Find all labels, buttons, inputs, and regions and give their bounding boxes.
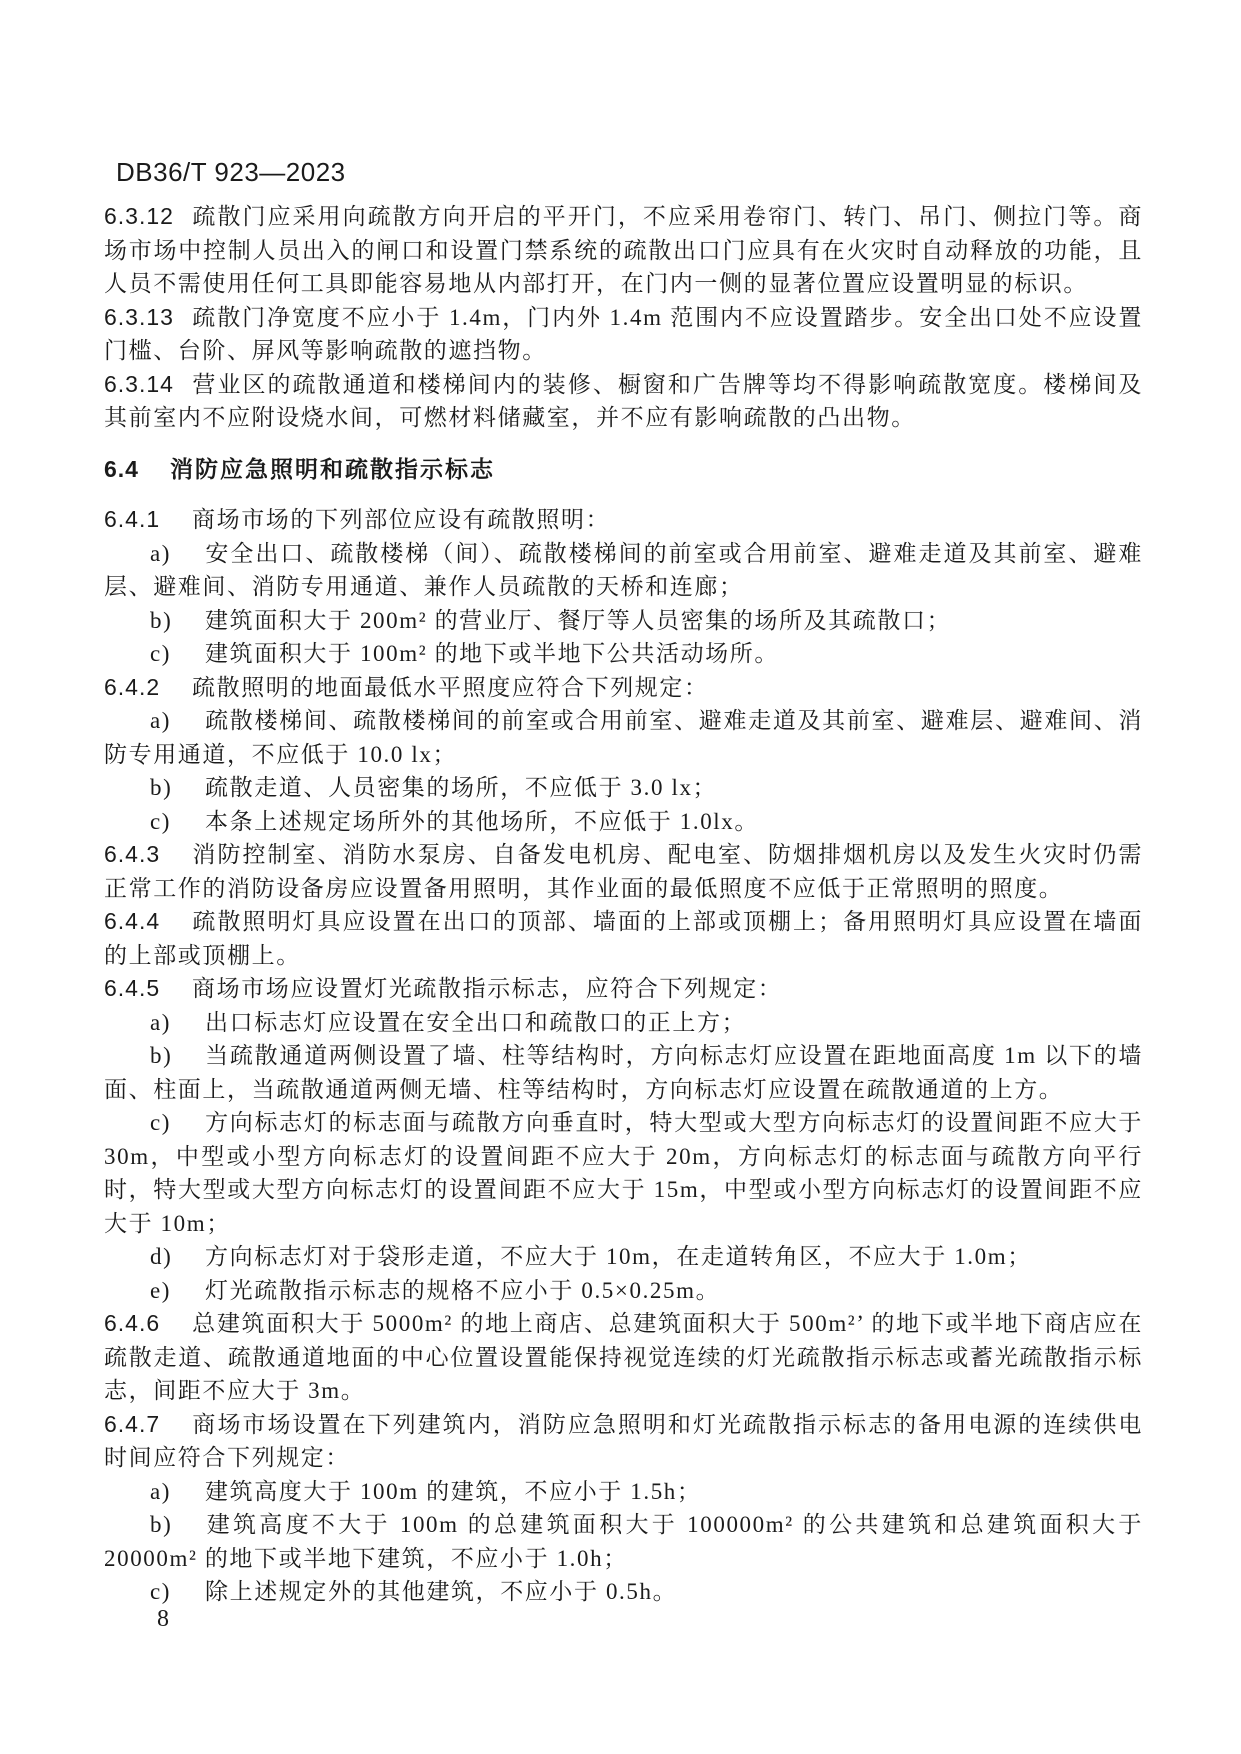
- clause-text: 疏散门应采用向疏散方向开启的平开门，不应采用卷帘门、转门、吊门、侧拉门等。商场市场中控制人员出入的闸口和设置门禁系统的疏散出口门应具有在火灾时自动释放的功能，且人员不需使用任何工具即能容易地从内部打开，在门内一侧的显著位置应设置明显的标识。: [104, 204, 1143, 296]
- clause-text: 商场市场的下列部位应设有疏散照明：: [192, 507, 611, 532]
- section-heading-6-4: [104, 453, 1143, 487]
- list-item-b: [104, 604, 1143, 638]
- clause-text: 商场市场应设置灯光疏散指示标志，应符合下列规定：: [192, 976, 783, 1001]
- clause-6-3-13: [104, 301, 1143, 368]
- item-text: 当疏散通道两侧设置了墙、柱等结构时，方向标志灯应设置在距地面高度 1m 以下的墙面、柱面上，当疏散通道两侧无墙、柱等结构时，方向标志灯应设置在疏散通道的上方。: [104, 1043, 1143, 1102]
- item-text: 本条上述规定场所外的其他场所，不应低于 1.0lx。: [205, 808, 759, 834]
- item-letter: c): [150, 1110, 172, 1135]
- clause-number: 6.4.2: [104, 673, 161, 700]
- list-item-c: [104, 1575, 1143, 1609]
- item-letter: a): [150, 1009, 172, 1035]
- clause-text: 疏散门净宽度不应小于 1.4m，门内外 1.4m 范围内不应设置踏步。安全出口处不应设置门槛、台阶、屏风等影响疏散的遮挡物。: [104, 304, 1143, 363]
- list-item-c: [104, 1106, 1143, 1240]
- clause-number: 6.3.13: [104, 303, 174, 330]
- clause-number: 6.4.7: [104, 1410, 161, 1437]
- item-letter: a): [150, 540, 172, 566]
- item-letter: b): [150, 607, 173, 633]
- clause-number: 6.4.4: [104, 908, 161, 934]
- list-item-c: [104, 637, 1143, 671]
- item-text: 建筑高度不大于 100m 的总建筑面积大于 100000m² 的公共建筑和总建筑面积大于 20000m² 的地下或半地下建筑，不应小于 1.0h；: [104, 1512, 1143, 1571]
- document-code-header: DB36/T 923—2023: [116, 157, 346, 187]
- clause-number: 6.3.14: [104, 370, 174, 397]
- clause-6-4-3: [104, 838, 1143, 905]
- clause-text: 总建筑面积大于 5000m² 的地上商店、总建筑面积大于 500m²’ 的地下或半地下商店应在疏散走道、疏散通道地面的中心位置设置能保持视觉连续的灯光疏散指示标志或蓄光疏散指示标志，间距不应大于 3m。: [104, 1311, 1143, 1403]
- item-text: 方向标志灯对于袋形走道，不应大于 10m，在走道转角区，不应大于 1.0m；: [205, 1244, 1032, 1269]
- list-item-e: [104, 1274, 1143, 1308]
- clause-6-3-14: [104, 368, 1143, 435]
- clause-number: 6.4.3: [104, 841, 161, 867]
- item-letter: c): [150, 641, 172, 666]
- clause-number: 6.4.6: [104, 1310, 161, 1336]
- list-item-b: [104, 1039, 1143, 1106]
- section-title: 消防应急照明和疏散指示标志: [170, 455, 495, 482]
- clause-text: 消防控制室、消防水泵房、自备发电机房、配电室、防烟排烟机房以及发生火灾时仍需正常工作的消防设备房应设置备用照明，其作业面的最低照度不应低于正常照明的照度。: [104, 842, 1143, 901]
- clause-number: 6.4.1: [104, 506, 161, 532]
- clause-6-4-4: [104, 905, 1143, 972]
- item-text: 方向标志灯的标志面与疏散方向垂直时，特大型或大型方向标志灯的设置间距不应大于 30m，中型或小型方向标志灯的设置间距不应大于 20m，方向标志灯的标志面与疏散方向平行时，特大型或大型方向标志灯的设置间距不应大于 15m，中型或小型方向标志灯的设置间距不应大于 10m；: [104, 1110, 1143, 1236]
- document-body: [104, 200, 1143, 1609]
- list-item-d: [104, 1240, 1143, 1274]
- clause-text: 商场市场设置在下列建筑内，消防应急照明和灯光疏散指示标志的备用电源的连续供电时间应符合下列规定：: [104, 1411, 1143, 1470]
- item-letter: e): [150, 1277, 172, 1303]
- item-text: 建筑高度大于 100m 的建筑，不应小于 1.5h；: [205, 1478, 702, 1504]
- item-text: 安全出口、疏散楼梯（间）、疏散楼梯间的前室或合用前室、避难走道及其前室、避难层、避难间、消防专用通道、兼作人员疏散的天桥和连廊；: [104, 540, 1143, 599]
- list-item-a: [104, 537, 1143, 604]
- item-text: 灯光疏散指示标志的规格不应小于 0.5×0.25m。: [205, 1277, 721, 1303]
- clause-6-3-12: [104, 200, 1143, 301]
- item-letter: a): [150, 1478, 172, 1504]
- item-letter: b): [150, 775, 173, 800]
- clause-6-4-1: [104, 503, 1143, 537]
- clause-6-4-7: [104, 1408, 1143, 1475]
- clause-text: 疏散照明灯具应设置在出口的顶部、墙面的上部或顶棚上；备用照明灯具应设置在墙面的上部或顶棚上。: [104, 909, 1143, 968]
- list-item-c: [104, 805, 1143, 839]
- list-item-a: [104, 1475, 1143, 1509]
- list-item-a: [104, 1006, 1143, 1040]
- item-letter: b): [150, 1512, 173, 1537]
- item-text: 建筑面积大于 100m² 的地下或半地下公共活动场所。: [205, 641, 779, 666]
- clause-text: 疏散照明的地面最低水平照度应符合下列规定：: [192, 674, 709, 700]
- item-letter: b): [150, 1043, 173, 1068]
- section-number: 6.4: [104, 455, 139, 482]
- item-letter: d): [150, 1244, 173, 1269]
- clause-number: 6.4.5: [104, 975, 161, 1001]
- clause-6-4-2: [104, 671, 1143, 705]
- page-number: 8: [157, 1606, 169, 1632]
- clause-6-4-6: [104, 1307, 1143, 1408]
- item-letter: c): [150, 1579, 172, 1604]
- list-item-a: [104, 704, 1143, 771]
- clause-number: 6.3.12: [104, 203, 174, 229]
- item-text: 除上述规定外的其他建筑，不应小于 0.5h。: [205, 1579, 678, 1604]
- list-item-b: [104, 771, 1143, 805]
- item-text: 出口标志灯应设置在安全出口和疏散口的正上方；: [205, 1009, 747, 1035]
- item-letter: c): [150, 808, 172, 834]
- clause-6-4-5: [104, 972, 1143, 1006]
- item-letter: a): [150, 708, 172, 733]
- list-item-b: [104, 1508, 1143, 1575]
- clause-text: 营业区的疏散通道和楼梯间内的装修、橱窗和广告牌等均不得影响疏散宽度。楼梯间及其前室内不应附设烧水间，可燃材料储藏室，并不应有影响疏散的凸出物。: [104, 371, 1143, 430]
- item-text: 建筑面积大于 200m² 的营业厅、餐厅等人员密集的场所及其疏散口；: [205, 607, 952, 633]
- item-text: 疏散走道、人员密集的场所，不应低于 3.0 lx；: [205, 775, 718, 800]
- item-text: 疏散楼梯间、疏散楼梯间的前室或合用前室、避难走道及其前室、避难层、避难间、消防专用通道，不应低于 10.0 lx；: [104, 708, 1143, 767]
